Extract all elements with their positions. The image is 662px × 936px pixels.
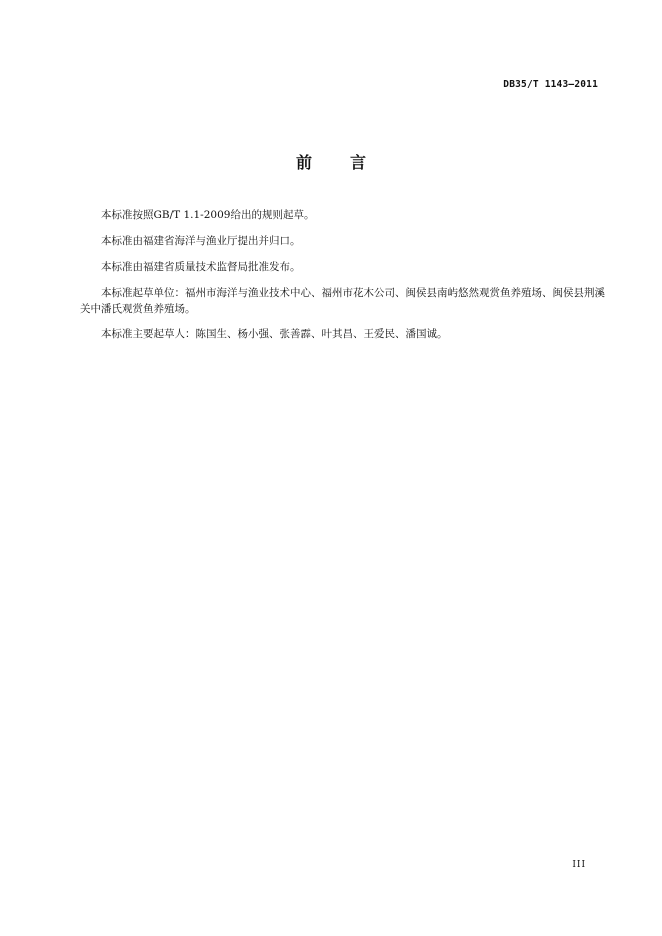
title-char-2: 言 [350, 153, 367, 172]
paragraph-proposer: 本标准由福建省海洋与渔业厅提出并归口。 [101, 235, 301, 247]
paragraph-drafting-units: 本标准起草单位：福州市海洋与渔业技术中心、福州市花木公司、闽侯县南屿悠然观赏鱼养殖场、闽侯县荆溪关中潘氏观赏鱼养殖场。 [80, 287, 605, 315]
title-char-1: 前 [295, 153, 312, 172]
paragraph-drafters: 本标准主要起草人：陈国生、杨小强、张善霹、叶其昌、王爱民、潘国诚。 [101, 328, 448, 340]
page-title [0, 150, 662, 173]
page-number: III [572, 860, 586, 870]
document-code: DB35/T 1143—2011 [503, 79, 598, 90]
foreword-body [80, 207, 615, 352]
paragraph-approver: 本标准由福建省质量技术监督局批准发布。 [101, 261, 301, 273]
paragraph-drafting-rules: 本标准按照GB/T 1.1-2009给出的规则起草。 [101, 209, 315, 221]
